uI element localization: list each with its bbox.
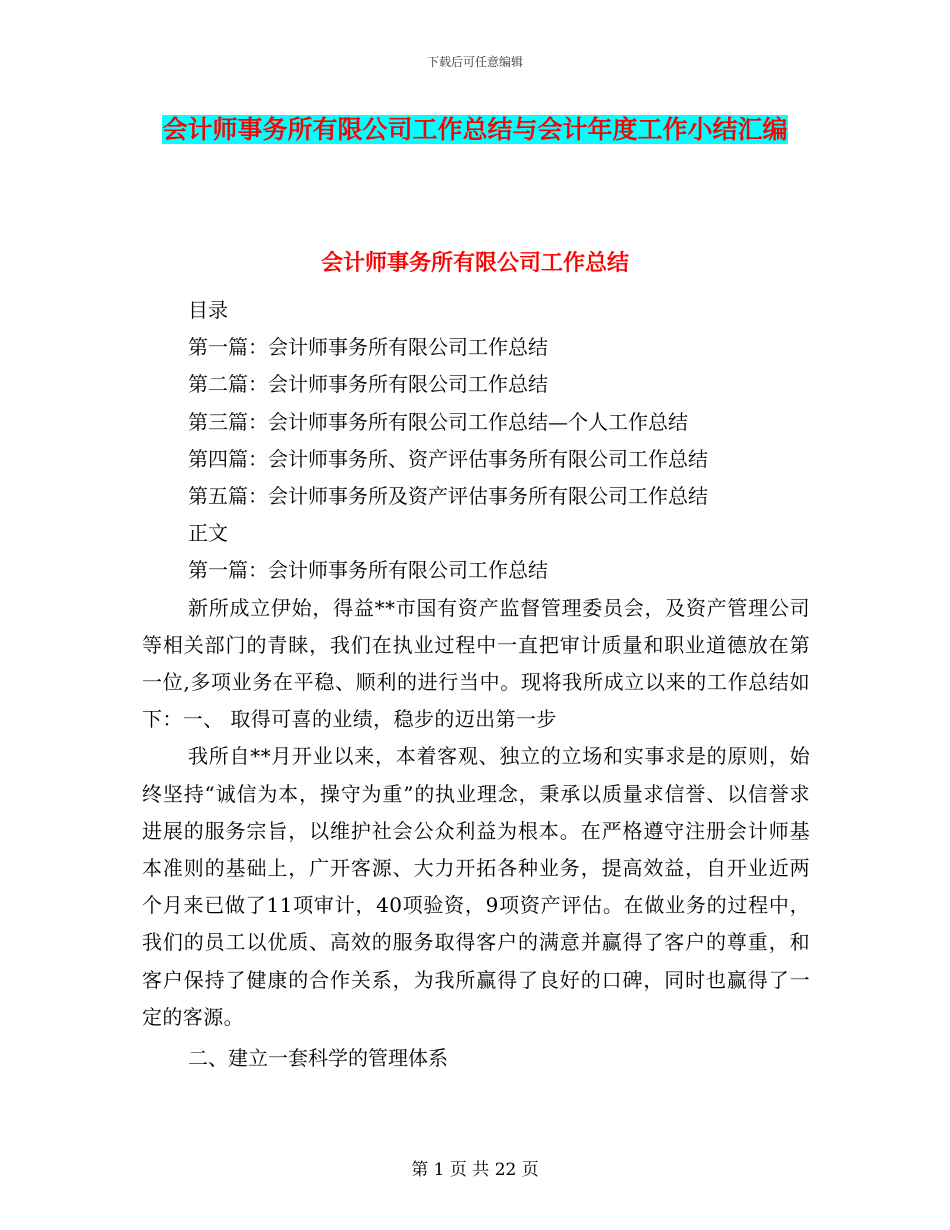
toc-item: 第五篇：会计师事务所及资产评估事务所有限公司工作总结 — [188, 484, 708, 509]
paragraph: 我所自**月开业以来，本着客观、独立的立场和实事求是的原则，始终坚持“诚信为本，操守为重”的执业理念，秉承以质量求信誉、以信誉求进展的服务宗旨，以维护社会公众利益为根本。在严格遵守注册会计师基本准则的基础上，广开客源、大力开拓各种业务，提高效益，自开业近两个月来已做了11项审计，40项验资，9项资产评估。在做业务的过程中，我们的员工以优质、高效的服务取得客户的满意并赢得了客户的尊重，和客户保持了健康的合作关系，为我所赢得了良好的口碑，同时也赢得了一定的客源。 — [142, 744, 810, 1029]
document-body — [142, 292, 810, 1077]
toc-item: 第二篇：会计师事务所有限公司工作总结 — [188, 372, 548, 397]
section-title: 会计师事务所有限公司工作总结 — [320, 251, 629, 276]
page-number: 第 1 页 共 22 页 — [411, 1160, 539, 1180]
subheading: 二、建立一套科学的管理体系 — [188, 1046, 448, 1071]
toc-item: 第一篇：会计师事务所有限公司工作总结 — [188, 335, 548, 360]
chapter-heading: 第一篇：会计师事务所有限公司工作总结 — [188, 558, 548, 583]
main-title — [140, 108, 810, 152]
paragraph: 新所成立伊始，得益**市国有资产监督管理委员会，及资产管理公司等相关部门的青睐，我们在执业过程中一直把审计质量和职业道德放在第一位,多项业务在平稳、顺利的进行当中。现将我所成立以来的工作总结如下：一、 取得可喜的业绩，稳步的迈出第一步 — [142, 595, 810, 732]
header-note: 下载后可任意编辑 — [426, 55, 523, 69]
body-label: 正文 — [188, 521, 228, 546]
toc-item: 第三篇：会计师事务所有限公司工作总结—个人工作总结 — [188, 409, 688, 434]
toc-item: 第四篇：会计师事务所、资产评估事务所有限公司工作总结 — [188, 446, 708, 471]
main-title-text: 会计师事务所有限公司工作总结与会计年度工作小结汇编 — [162, 115, 788, 144]
toc-label: 目录 — [188, 298, 228, 322]
